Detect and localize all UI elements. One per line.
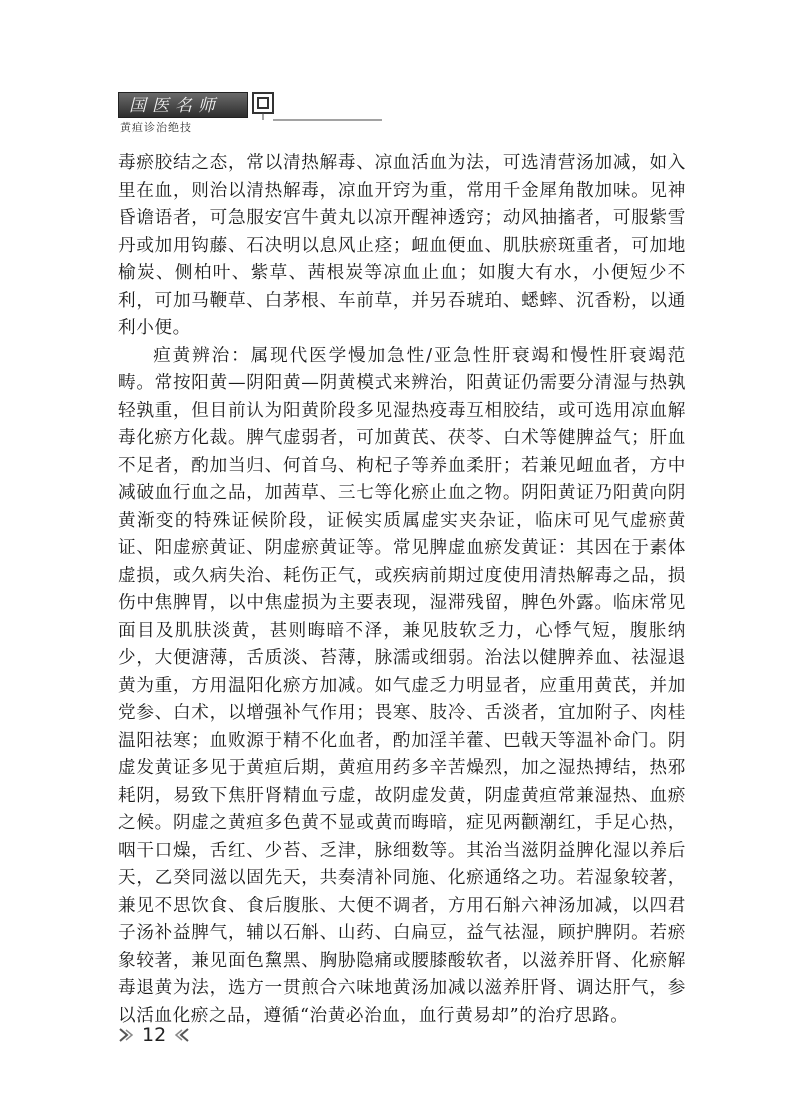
page-number: 12	[142, 1024, 167, 1046]
page-footer	[118, 1022, 190, 1048]
main-text	[118, 150, 686, 1030]
paragraph: 毒瘀胶结之态，常以清热解毒、凉血活血为法，可选清营汤加减，如入里在血，则治以清热解毒，凉血开窍为重，常用千金犀角散加味。见神昏谵语者，可急服安宫牛黄丸以凉开醒神透窍；动风抽搐者，可服紫雪丹或加用钩藤、石决明以息风止痉；衄血便血、肌肤瘀斑重者，可加地榆炭、侧柏叶、紫草、茜根炭等凉血止血；如腹大有水，小便短少不利，可加马鞭草、白茅根、车前草，并另吞琥珀、蟋蟀、沉香粉，以通利小便。	[118, 153, 686, 338]
fret-pattern-icon	[252, 92, 382, 122]
book-subtitle: 黄疸诊治绝技	[120, 121, 192, 134]
paragraph: 疸黄辨治：属现代医学慢加急性/亚急性肝衰竭和慢性肝衰竭范畴。常按阳黄—阴阳黄—阴黄模式来辨治，阳黄证仍需要分清湿与热孰轻孰重，但目前认为阳黄阶段多见湿热疫毒互相胶结，或可选用凉血解毒化瘀方化裁。脾气虚弱者，可加黄芪、茯苓、白术等健脾益气；肝血不足者，酌加当归、何首乌、枸杞子等养血柔肝；若兼见衄血者，方中减破血行血之品，加茜草、三七等化瘀止血之物。阴阳黄证乃阳黄向阴黄渐变的特殊证候阶段，证候实质属虚实夹杂证，临床可见气虚瘀黄证、阳虚瘀黄证、阴虚瘀黄证等。常见脾虚血瘀发黄证：其因在于素体虚损，或久病失治、耗伤正气，或疾病前期过度使用清热解毒之品，损伤中焦脾胃，以中焦虚损为主要表现，湿滞残留，脾色外露。临床常见面目及肌肤淡黄，甚则晦暗不泽，兼见肢软乏力，心悸气短，腹胀纳少，大便溏薄，舌质淡、苔薄，脉濡或细弱。治法以健脾养血、祛湿退黄为重，方用温阳化瘀方加减。如气虚乏力明显者，应重用黄芪，并加党参、白术，以增强补气作用；畏寒、肢冷、舌淡者，宜加附子、肉桂温阳祛寒；血败源于精不化血者，酌加淫羊藿、巴戟天等温补命门。阴虚发黄证多见于黄疸后期，黄疸用药多辛苦燥烈，加之湿热搏结，热邪耗阴，易致下焦肝肾精血亏虚，故阴虚发黄，阴虚黄疸常兼湿热、血瘀之候。阴虚之黄疸多色黄不显或黄而晦暗，症见两颧潮红，手足心热，咽干口燥，舌红、少苔、乏津，脉细数等。其治当滋阴益脾化湿以养后天，乙癸同滋以固先天，共奏清补同施、化瘀通络之功。若湿象较著，兼见不思饮食、食后腹胀、大便不调者，方用石斛六神汤加减，以四君子汤补益脾气，辅以石斛、山药、白扁豆，益气祛湿，顾护脾阴。若瘀象较著，兼见面色黧黑、胸胁隐痛或腰膝酸软者，以滋养肝肾、化瘀解毒退黄为法，选方一贯煎合六味地黄汤加减以滋养肝肾、调达肝气，参以活血化瘀之品，遵循“治黄必治血，血行黄易却”的治疗思路。	[118, 345, 686, 1026]
left-ornament-icon	[118, 1027, 136, 1043]
book-series-title: 国医名师	[118, 92, 248, 118]
right-ornament-icon	[172, 1027, 190, 1043]
running-header	[118, 92, 678, 154]
